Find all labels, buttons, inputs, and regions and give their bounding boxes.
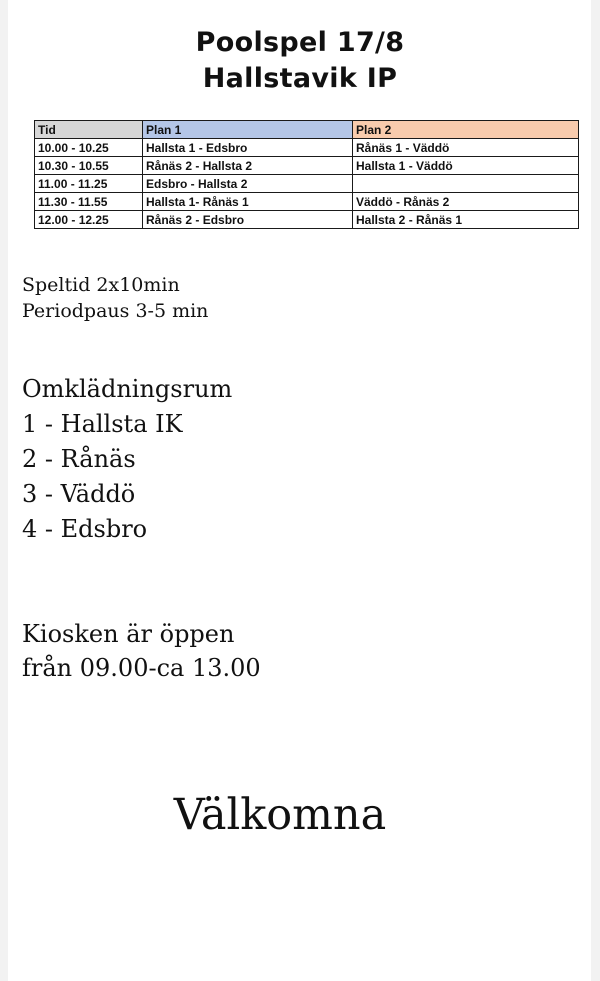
column-header-plan-2: Plan 2 <box>353 121 579 139</box>
plan-2-match-cell: Väddö - Rånäs 2 <box>353 193 579 211</box>
plan-2-match-cell: Rånäs 1 - Väddö <box>353 139 579 157</box>
game-time-text: Speltid 2x10min <box>22 274 180 296</box>
locker-room-item: 3 - Väddö <box>22 480 136 508</box>
table-row <box>35 193 579 211</box>
plan-2-match-cell: Hallsta 1 - Väddö <box>353 157 579 175</box>
plan-1-match-cell: Hallsta 1 - Edsbro <box>143 139 353 157</box>
locker-room-item: 4 - Edsbro <box>22 515 148 543</box>
schedule-table <box>34 120 579 229</box>
time-cell: 11.00 - 11.25 <box>35 175 143 193</box>
table-row <box>35 139 579 157</box>
plan-1-match-cell: Rånäs 2 - Edsbro <box>143 211 353 229</box>
kiosk-hours-text: från 09.00-ca 13.00 <box>22 654 261 682</box>
plan-2-match-cell <box>353 175 579 193</box>
schedule-header-row <box>35 121 579 139</box>
plan-1-match-cell: Hallsta 1- Rånäs 1 <box>143 193 353 211</box>
page-subtitle: Hallstavik IP <box>202 63 398 94</box>
period-break-text: Periodpaus 3-5 min <box>22 300 209 322</box>
locker-room-item: 2 - Rånäs <box>22 445 136 473</box>
plan-1-match-cell: Rånäs 2 - Hallsta 2 <box>143 157 353 175</box>
table-row <box>35 175 579 193</box>
time-cell: 12.00 - 12.25 <box>35 211 143 229</box>
plan-1-match-cell: Edsbro - Hallsta 2 <box>143 175 353 193</box>
page-title: Poolspel 17/8 <box>195 27 405 58</box>
table-row <box>35 211 579 229</box>
column-header-tid: Tid <box>35 121 143 139</box>
table-row <box>35 157 579 175</box>
kiosk-open-text: Kiosken är öppen <box>22 620 235 648</box>
locker-room-item: 1 - Hallsta IK <box>22 410 183 438</box>
time-cell: 10.00 - 10.25 <box>35 139 143 157</box>
time-cell: 11.30 - 11.55 <box>35 193 143 211</box>
column-header-plan-1: Plan 1 <box>143 121 353 139</box>
locker-rooms-heading: Omklädningsrum <box>22 375 233 403</box>
welcome-text: Välkomna <box>173 790 387 840</box>
plan-2-match-cell: Hallsta 2 - Rånäs 1 <box>353 211 579 229</box>
time-cell: 10.30 - 10.55 <box>35 157 143 175</box>
